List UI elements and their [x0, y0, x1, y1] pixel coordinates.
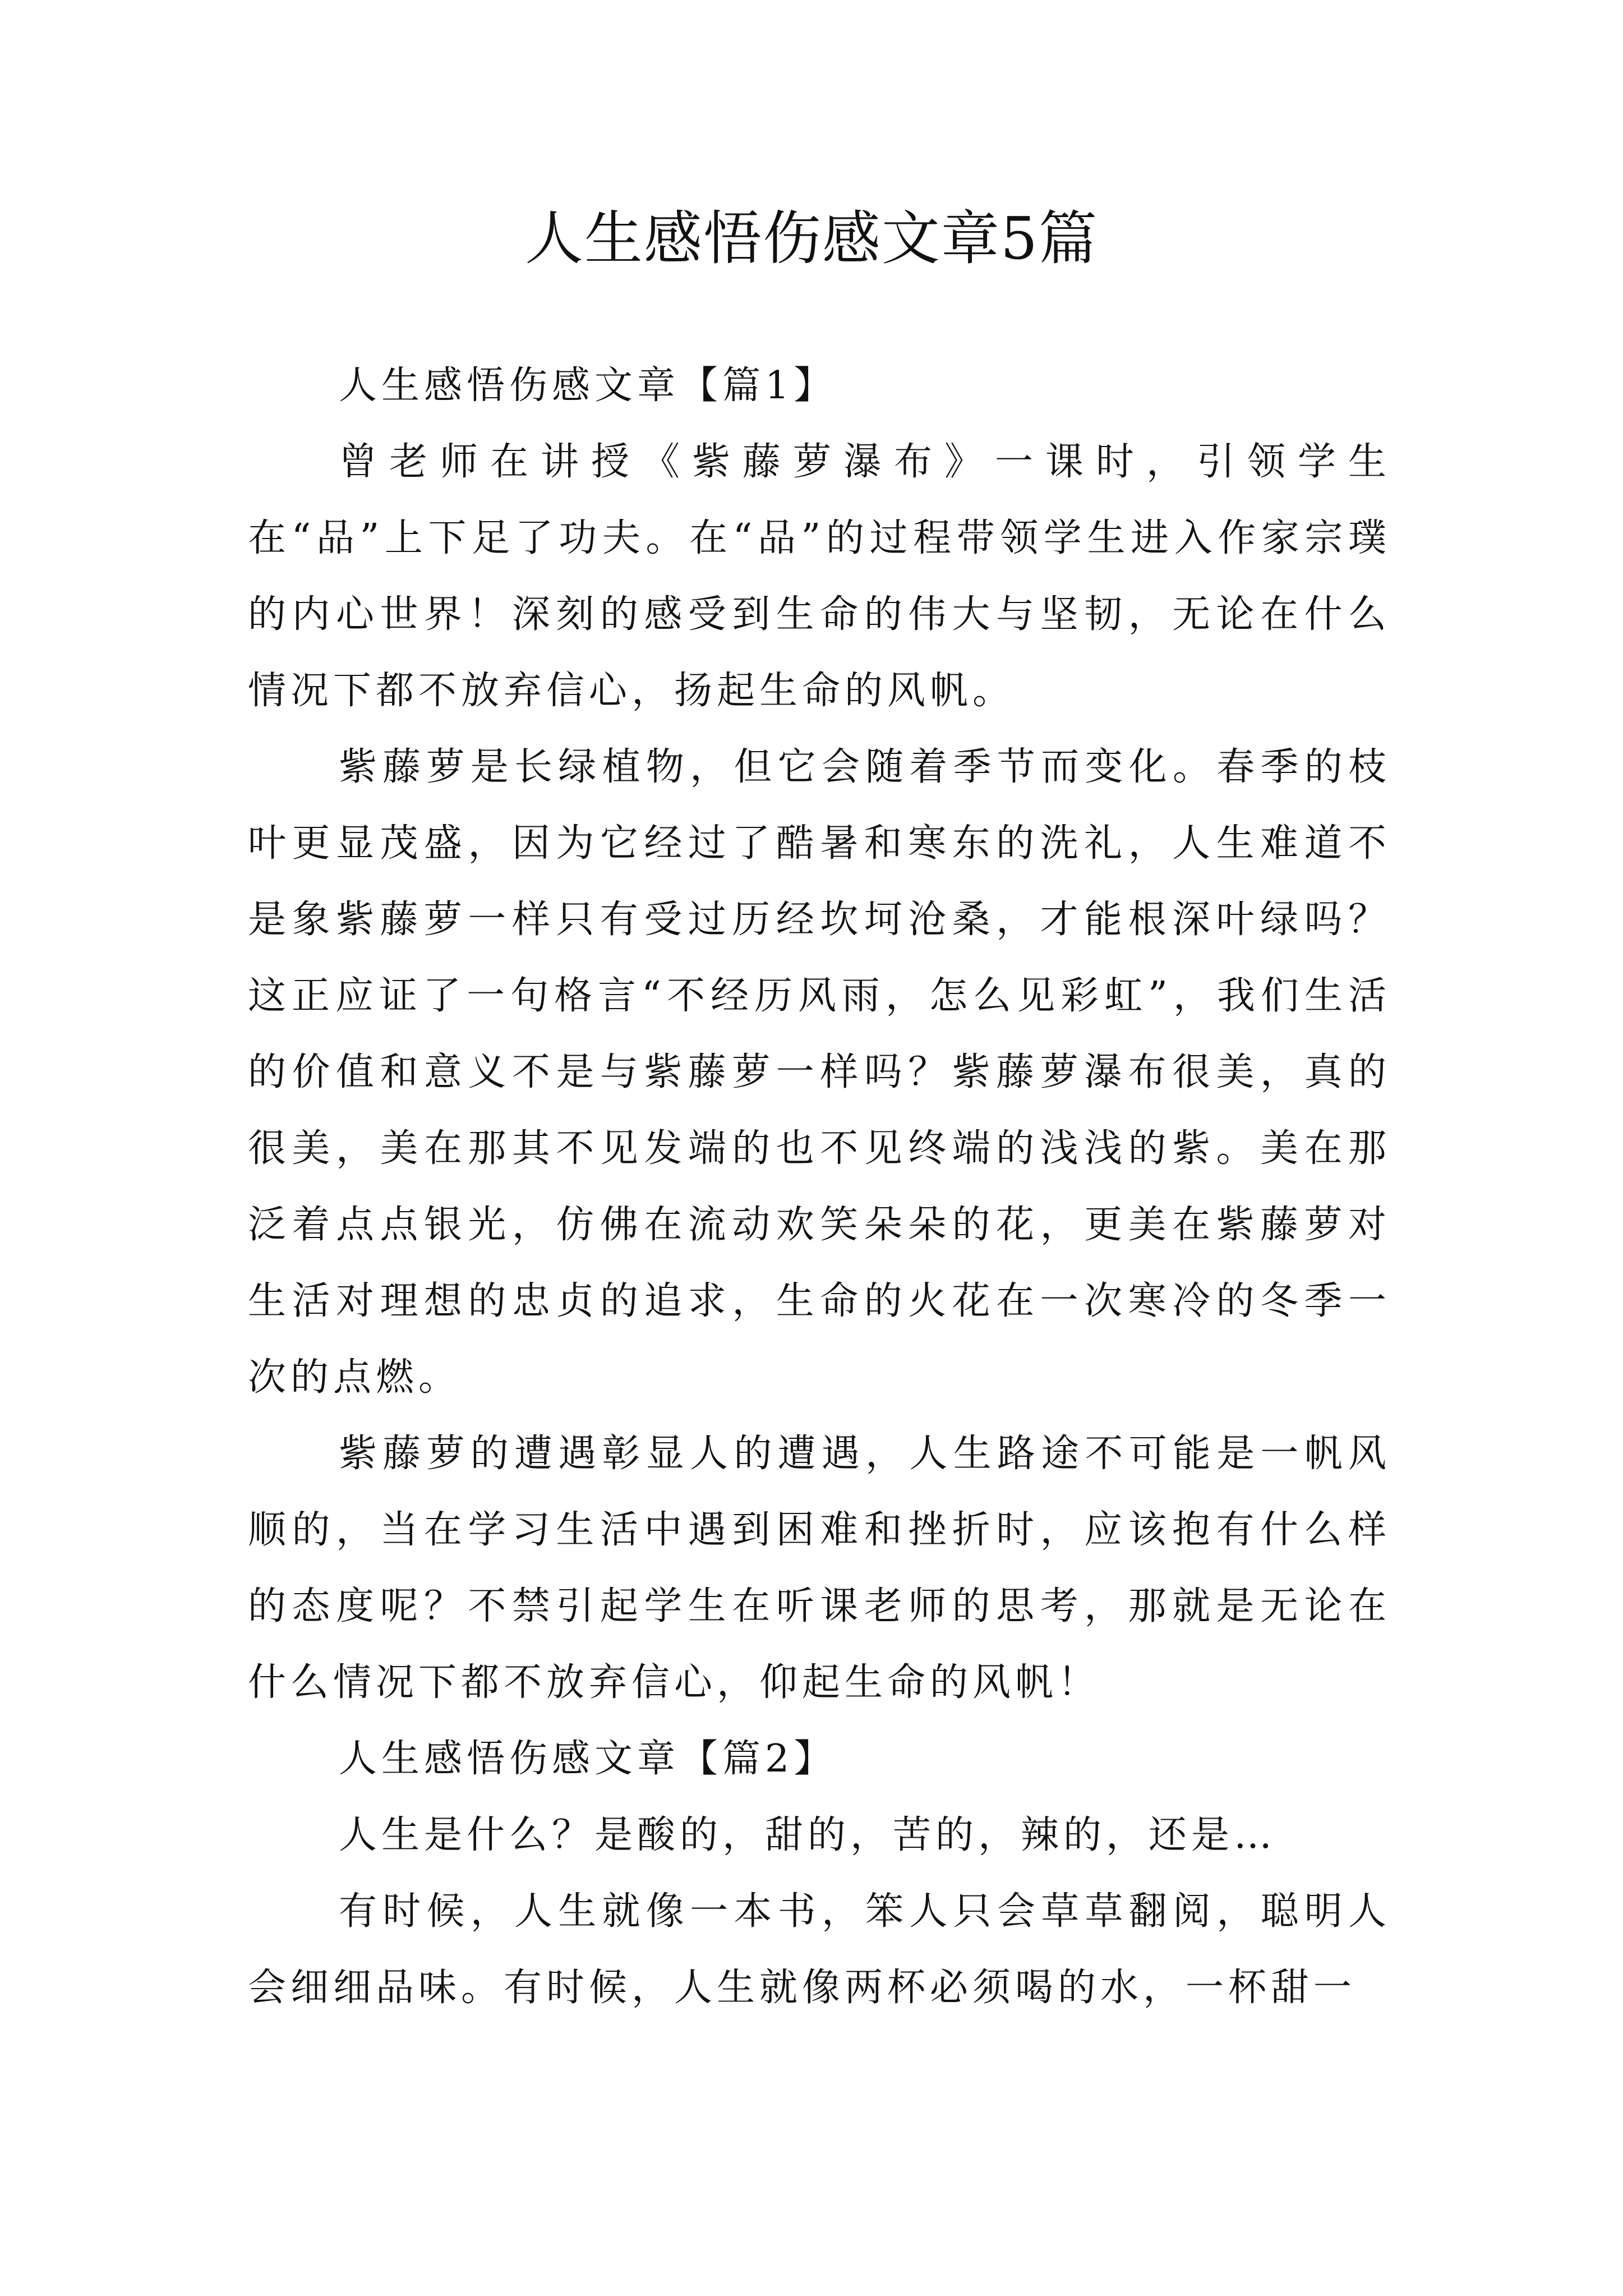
document-body	[248, 348, 1391, 2026]
section-heading-1: 人生感悟伤感文章【篇1】	[339, 364, 837, 408]
paragraph: 有时候，人生就像一本书，笨人只会草草翻阅，聪明人会细细品味。有时候，人生就像两杯必须喝的水，一杯甜一	[248, 1889, 1391, 2010]
section-heading-2: 人生感悟伤感文章【篇2】	[339, 1737, 837, 1781]
paragraph: 紫藤萝是长绿植物，但它会随着季节而变化。春季的枝叶更显茂盛，因为它经过了酷暑和寒东的洗礼，人生难道不是象紫藤萝一样只有受过历经坎坷沧桑，才能根深叶绿吗？这正应证了一句格言“不经历风雨，怎么见彩虹”，我们生活的价值和意义不是与紫藤萝一样吗？紫藤萝瀑布很美，真的很美，美在那其不见发端的也不见终端的浅浅的紫。美在那泛着点点银光，仿佛在流动欢笑朵朵的花，更美在紫藤萝对生活对理想的忠贞的追求，生命的火花在一次寒冷的冬季一次的点燃。	[248, 745, 1391, 1400]
paragraph: 人生是什么？是酸的，甜的，苦的，辣的，还是…	[339, 1813, 1277, 1857]
page-title: 人生感悟伤感文章5篇	[524, 204, 1099, 273]
paragraph: 紫藤萝的遭遇彰显人的遭遇，人生路途不可能是一帆风顺的，当在学习生活中遇到困难和挫折时，应该抱有什么样的态度呢？不禁引起学生在听课老师的思考，那就是无论在什么情况下都不放弃信心，仰起生命的风帆！	[248, 1432, 1391, 1705]
paragraph: 曾老师在讲授《紫藤萝瀑布》一课时，引领学生在“品”上下足了功夫。在“品”的过程带领学生进入作家宗璞的内心世界！深刻的感受到生命的伟大与坚韧，无论在什么情况下都不放弃信心，扬起生命的风帆。	[248, 440, 1391, 713]
